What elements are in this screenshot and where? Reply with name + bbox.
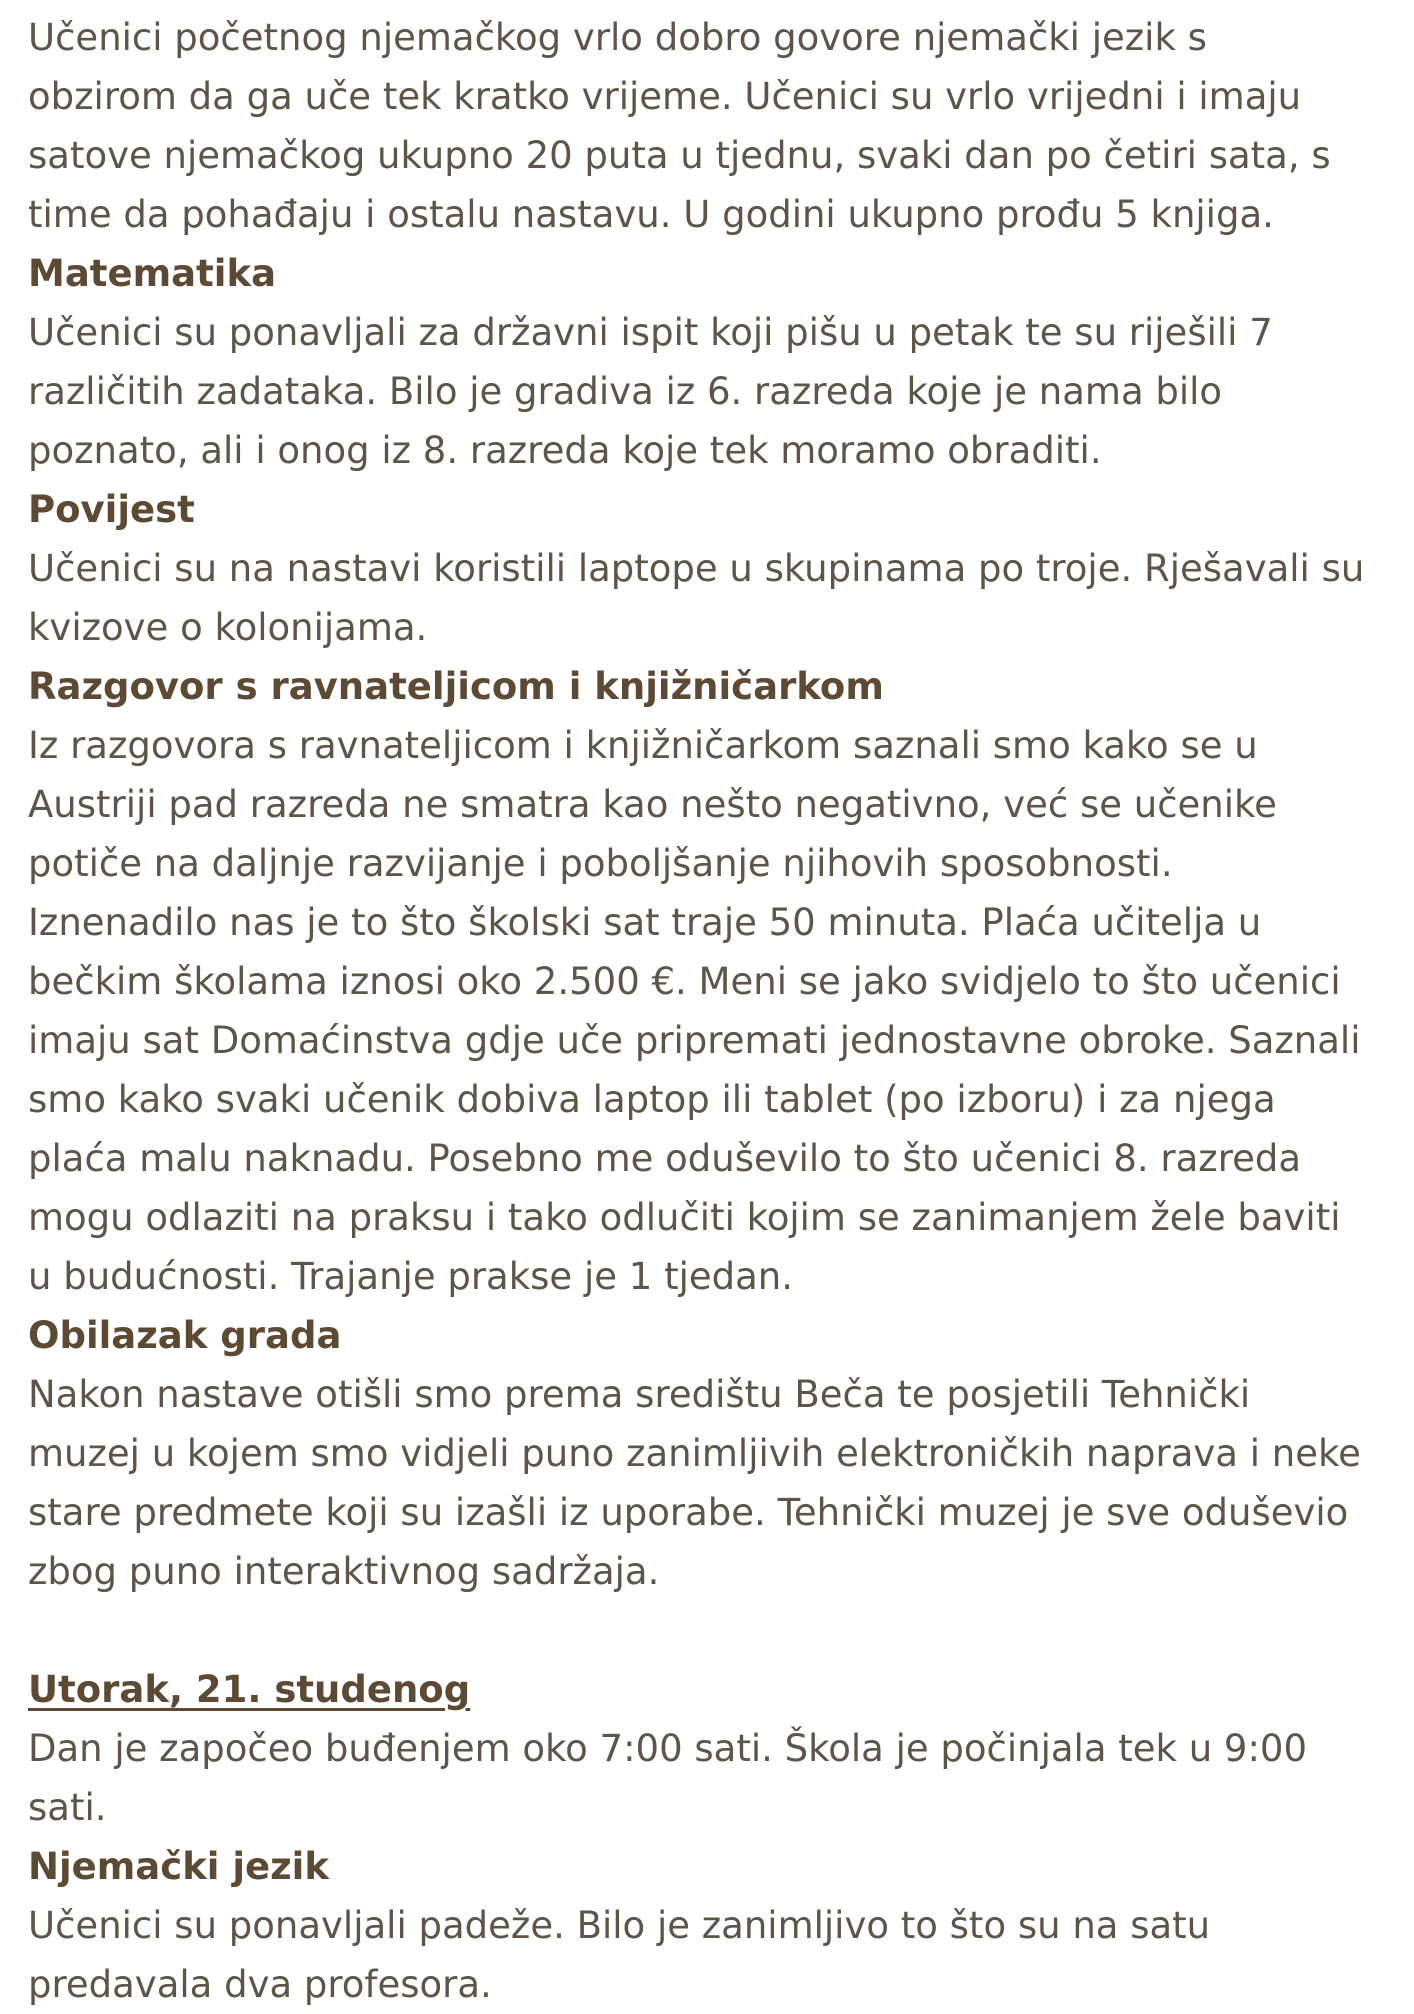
njemacki-line-1: Učenici su ponavljali padeže. Bilo je zanimljivo to što su na satu xyxy=(28,1904,1211,1947)
obilazak-line-1: Nakon nastave otišli smo prema središtu Beča te posjetili Tehnički xyxy=(28,1373,1251,1416)
njemacki-section xyxy=(28,1837,1408,2014)
razgovor-line-9: mogu odlaziti na praksu i tako odlučiti kojim se zanimanjem žele baviti xyxy=(28,1196,1341,1239)
document-content xyxy=(28,8,1408,2014)
obilazak-line-2: muzej u kojem smo vidjeli puno zanimljivih elektroničkih naprava i neke xyxy=(28,1432,1361,1475)
matematika-line-1: Učenici su ponavljali za državni ispit koji pišu u petak te su riješili 7 xyxy=(28,311,1273,354)
razgovor-line-4: Iznenadilo nas je to što školski sat traje 50 minuta. Plaća učitelja u xyxy=(28,901,1262,944)
razgovor-section xyxy=(28,657,1408,1306)
razgovor-line-8: plaća malu naknadu. Posebno me oduševilo to što učenici 8. razreda xyxy=(28,1137,1302,1180)
intro-section xyxy=(28,8,1408,244)
razgovor-line-7: smo kako svaki učenik dobiva laptop ili tablet (po izboru) i za njega xyxy=(28,1078,1276,1121)
matematika-section xyxy=(28,244,1408,480)
utorak-date-heading: Utorak, 21. studenog xyxy=(28,1668,471,1711)
razgovor-line-2: Austriji pad razreda ne smatra kao nešto negativno, već se učenike xyxy=(28,783,1277,826)
povijest-line-1: Učenici su na nastavi koristili laptope u skupinama po troje. Rješavali su xyxy=(28,547,1365,590)
njemacki-heading: Njemački jezik xyxy=(28,1845,329,1888)
povijest-section xyxy=(28,480,1408,657)
intro-line-1: Učenici početnog njemačkog vrlo dobro govore njemački jezik s xyxy=(28,16,1207,59)
intro-line-3: satove njemačkog ukupno 20 puta u tjednu, svaki dan po četiri sata, s xyxy=(28,134,1331,177)
razgovor-line-6: imaju sat Domaćinstva gdje uče pripremati jednostavne obroke. Saznali xyxy=(28,1019,1361,1062)
obilazak-line-3: stare predmete koji su izašli iz uporabe. Tehnički muzej je sve oduševio xyxy=(28,1491,1349,1534)
obilazak-heading: Obilazak grada xyxy=(28,1314,342,1357)
njemacki-line-2: predavala dva profesora. xyxy=(28,1963,492,2006)
razgovor-line-1: Iz razgovora s ravnateljicom i knjižničarkom saznali smo kako se u xyxy=(28,724,1258,767)
matematika-line-2: različitih zadataka. Bilo je gradiva iz 6. razreda koje je nama bilo xyxy=(28,370,1223,413)
matematika-heading: Matematika xyxy=(28,252,277,295)
utorak-line-1: Dan je započeo buđenjem oko 7:00 sati. Škola je počinjala tek u 9:00 xyxy=(28,1727,1308,1770)
obilazak-line-4: zbog puno interaktivnog sadržaja. xyxy=(28,1550,660,1593)
razgovor-heading: Razgovor s ravnateljicom i knjižničarkom xyxy=(28,665,884,708)
razgovor-line-3: potiče na daljnje razvijanje i poboljšanje njihovih sposobnosti. xyxy=(28,842,1173,885)
intro-line-2: obzirom da ga uče tek kratko vrijeme. Učenici su vrlo vrijedni i imaju xyxy=(28,75,1302,118)
razgovor-line-5: bečkim školama iznosi oko 2.500 €. Meni se jako svidjelo to što učenici xyxy=(28,960,1341,1003)
intro-line-4: time da pohađaju i ostalu nastavu. U godini ukupno prođu 5 knjiga. xyxy=(28,193,1274,236)
obilazak-section xyxy=(28,1306,1408,1601)
matematika-line-3: poznato, ali i onog iz 8. razreda koje tek moramo obraditi. xyxy=(28,429,1102,472)
utorak-section xyxy=(28,1660,1408,1837)
utorak-line-2: sati. xyxy=(28,1786,107,1829)
povijest-heading: Povijest xyxy=(28,488,195,531)
razgovor-line-10: u budućnosti. Trajanje prakse je 1 tjedan. xyxy=(28,1255,793,1298)
povijest-line-2: kvizove o kolonijama. xyxy=(28,606,428,649)
